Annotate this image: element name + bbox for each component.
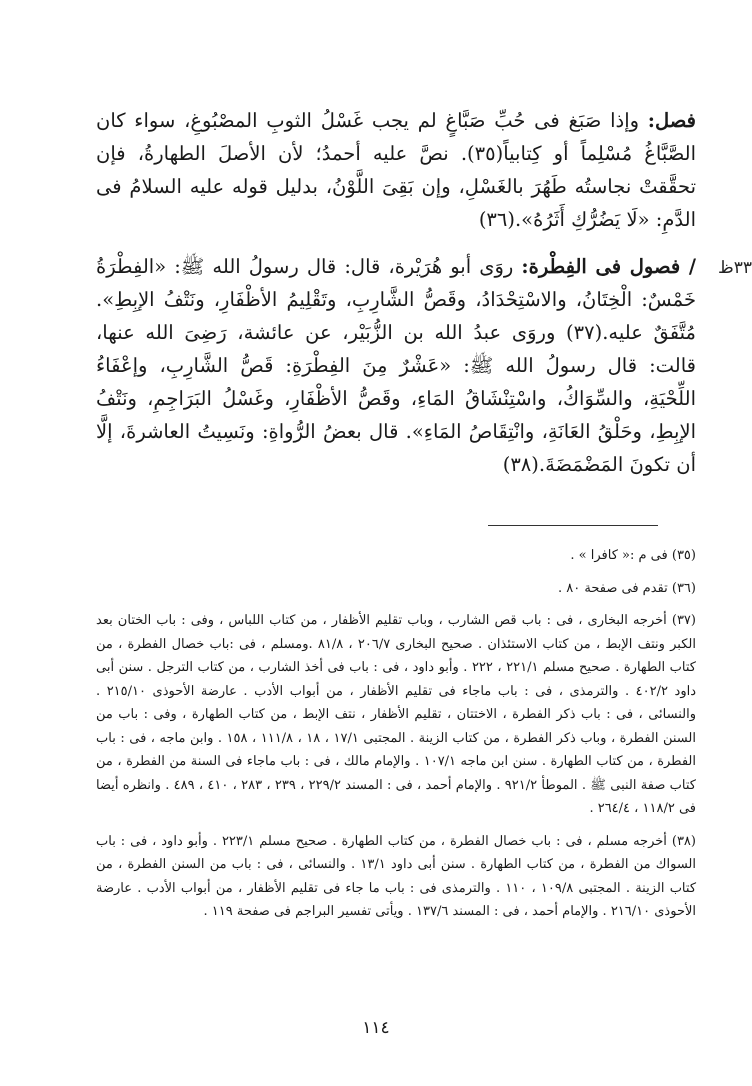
footnote-35: (٣٥) فى م :« كافرا » . (570, 548, 696, 563)
paragraph-fitra (96, 250, 696, 481)
footnote-36: (٣٦) تقدم فى صفحة ٨٠ . (558, 580, 696, 596)
page-break-slash: / (680, 255, 696, 278)
footnote-38: (٣٨) أخرجه مسلم ، فى : باب خصال الفطرة ، من كتاب الطهارة . صحيح مسلم ٢٢٣/١ . وأبو داود ، فى : باب السواك من الفطرة ، من كتاب الطهارة . سنن أبى داود ١٣/١ . والنسائى ، فى : باب من السنن الفطرة ، من كتاب الزينة . المجتبى ١٠٩/٨ ، ١١٠ . والترمذى فى : باب ما جاء فى تقليم الأظفار ، من أبواب الأدب . عارضة الأحوذى ٢١٦/١٠ . والإمام أحمد ، فى : المسند ١٣٧/٦ . ويأتى تفسير البراجم فى صفحة ١١٩ . (96, 833, 697, 919)
paragraph-text: روَى أبو هُرَيْرة، قال: قال رسولُ الله ﷺ: «الفِطْرَةُ خَمْسٌ: الْخِتَانُ، والاسْتِحْدَادُ، وقَصُّ الشَّارِبِ، وتَقْلِيمُ الأظْفَارِ، ونَتْفُ الإبِطِ». مُتَّفَقٌ عليه.(٣٧) وروَى عبدُ الله بن الزُّبَيْر، عن عائشة، رَضِىَ الله عنها، قالت: قال رسولُ الله ﷺ: «عَشْرٌ مِنَ الفِطْرَةِ: قَصُّ الشَّارِبِ، وإعْفَاءُ اللِّحْيَةِ، والسِّوَاكُ، واسْتِنْشَاقُ المَاءِ، وقَصُّ الأظْفَارِ، وغَسْلُ البَرَاجِمِ، ونَتْفُ الإبِطِ، وحَلْقُ العَانَةِ، وانْتِقَاصُ المَاءِ». قال بعضُ الرُّواةِ: ونَسِيتُ العاشرةَ، إلَّا أن تكونَ المَضْمَضَةَ.(٣٨) (96, 255, 696, 476)
paragraph-fasl (96, 104, 696, 236)
section-heading: فصل: (647, 109, 696, 132)
footnotes (96, 544, 696, 933)
page-number: ١١٤ (362, 1018, 390, 1038)
manuscript-page-marker: ٣٣ظ (718, 258, 752, 278)
footnote-separator (488, 525, 658, 526)
footnote-37: (٣٧) أخرجه البخارى ، فى : باب قص الشارب ، وباب تقليم الأظفار ، من كتاب اللباس ، وفى : باب الختان بعد الكبر ونتف الإبط ، من كتاب الاستئذان . صحيح البخارى ٢٠٦/٧ ، ٨١/٨ .ومسلم ، فى :باب خصال الفطرة ، من كتاب الطهارة . صحيح مسلم ٢٢١/١ ، ٢٢٢ . وأبو داود ، فى : باب فى أخذ الشارب ، من كتاب الترجل . سنن أبى داود ٤٠٢/٢ . والترمذى ، فى : باب ماجاء فى تقليم الأظفار ، من أبواب الأدب . عارضة الأحوذى ٢١٥/١٠ . والنسائى ، فى : باب ذكر الفطرة ، الاختتان ، تقليم الأظفار ، نتف الإبط ، من كتاب الطهارة ، وفى : باب من السنن الفطرة ، وباب ذكر الفطرة ، من كتاب الزينة . المجتبى ١٧/١ ، ١٨ ، ١١١/٨ ، ١٥٨ . وابن ماجه ، فى : باب الفطرة ، من كتاب الطهارة . سنن ابن ماجه ١٠٧/١ . والإمام مالك ، فى : باب ماجاء فى السنة من الفطرة ، من كتاب صفة النبى ﷺ . الموطأ ٩٢١/٢ . والإمام أحمد ، فى : المسند ٢٢٩/٢ ، ٢٣٩ ، ٢٨٣ ، ٤١٠ ، ٤٨٩ . وانظره أيضا فى ١١٨/٢ ، ٢٦٤/٤ . (96, 613, 697, 816)
section-heading: فصول فى الفِطْرة: (521, 255, 681, 278)
paragraph-text: وإذا صَبَغ فى حُبِّ صَبَّاغٍ لم يجب غَسْلُ الثوبِ المصْبُوغِ، سواء كان الصَّبَّاغُ مُسْلِماً أو كِتابياً(٣٥). نصَّ عليه أحمدُ؛ لأن الأصلَ الطهارةُ، فإن تحقَّقتْ نجاستُه طَهُرَ بالغَسْلِ، وإن بَقِىَ اللَّوْنُ، بدليل قوله عليه السلامُ فى الدَّمِ: «لَا يَضُرُّكِ أَثَرُهُ».(٣٦) (96, 109, 696, 231)
main-text (96, 104, 696, 481)
